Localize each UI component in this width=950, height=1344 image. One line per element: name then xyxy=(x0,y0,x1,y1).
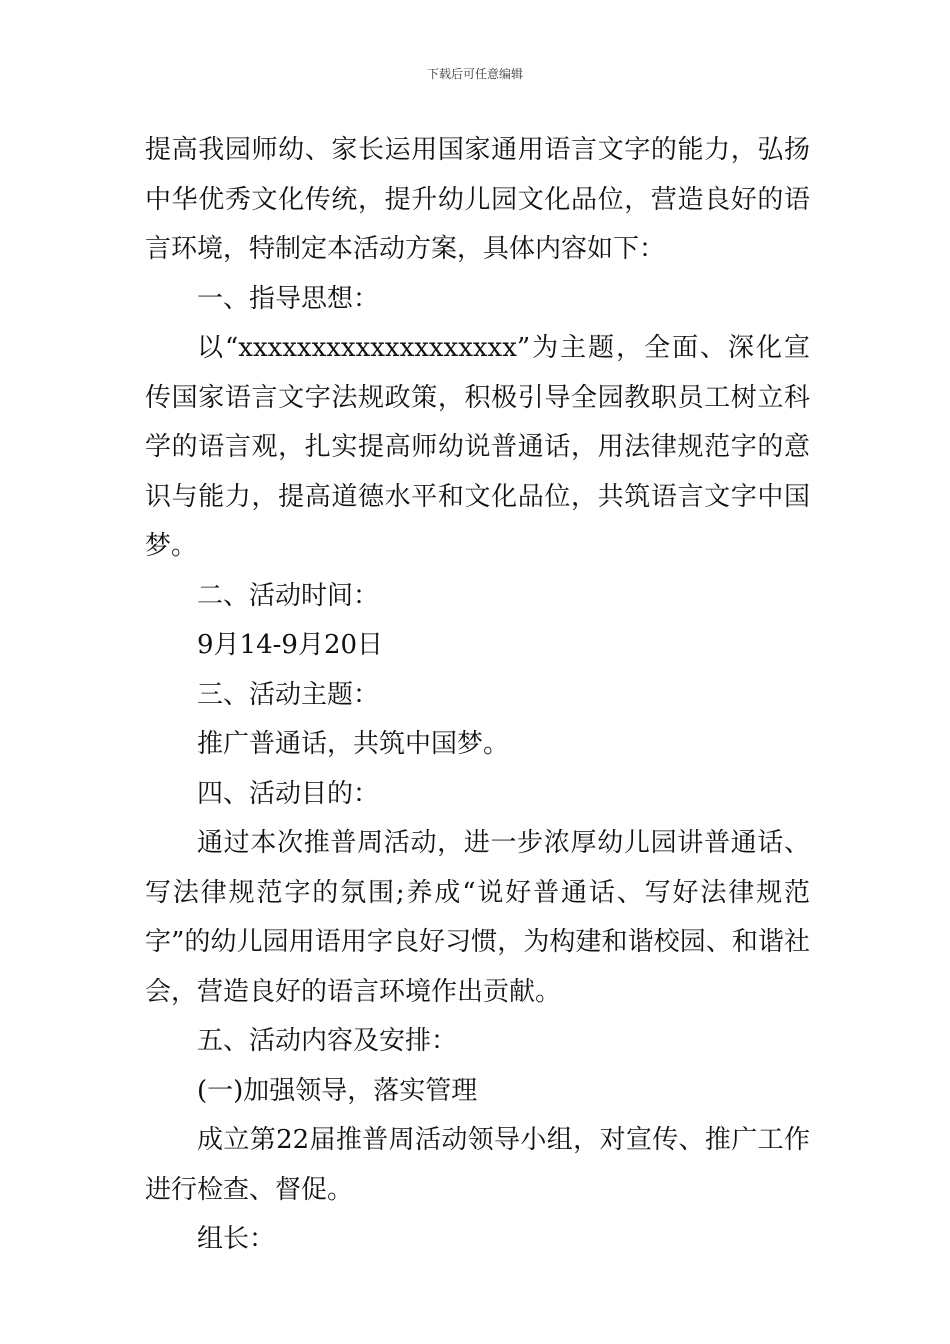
section-heading-activity-purpose: 四、活动目的： xyxy=(197,778,380,809)
section-heading-guiding-thought: 一、指导思想： xyxy=(197,283,380,314)
section-heading-activity-theme: 三、活动主题： xyxy=(197,679,380,710)
page-header-note: 下载后可任意编辑 xyxy=(426,67,523,81)
document-body xyxy=(145,126,810,1265)
intro-paragraph: 提高我园师幼、家长运用国家通用语言文字的能力，弘扬中华优秀文化传统，提升幼儿园文化品位，营造良好的语言环境，特制定本活动方案，具体内容如下： xyxy=(145,135,810,264)
activity-time-paragraph: 9月14-9月20日 xyxy=(197,630,384,660)
sub-heading-leadership: (一)加强领导，落实管理 xyxy=(197,1075,478,1106)
group-leader-label: 组长： xyxy=(197,1224,276,1254)
leadership-paragraph: 成立第22届推普周活动领导小组，对宣传、推广工作进行检查、督促。 xyxy=(145,1125,810,1205)
guiding-thought-paragraph: 以“xxxxxxxxxxxxxxxxxxx”为主题，全面、深化宣传国家语言文字法规政策，积极引导全园教职员工树立科学的语言观，扎实提高师幼说普通话，用法律规范字的意识与能力，提高道德水平和文化品位，共筑语言文字中国梦。 xyxy=(145,333,810,561)
activity-theme-paragraph: 推广普通话，共筑中国梦。 xyxy=(197,729,510,759)
activity-purpose-paragraph: 通过本次推普周活动，进一步浓厚幼儿园讲普通话、写法律规范字的氛围;养成“说好普通话、写好法律规范字”的幼儿园用语用字良好习惯，为构建和谐校园、和谐社会，营造良好的语言环境作出贡献。 xyxy=(145,828,810,1007)
section-heading-activity-content: 五、活动内容及安排： xyxy=(197,1026,458,1056)
section-heading-activity-time: 二、活动时间： xyxy=(197,580,380,611)
